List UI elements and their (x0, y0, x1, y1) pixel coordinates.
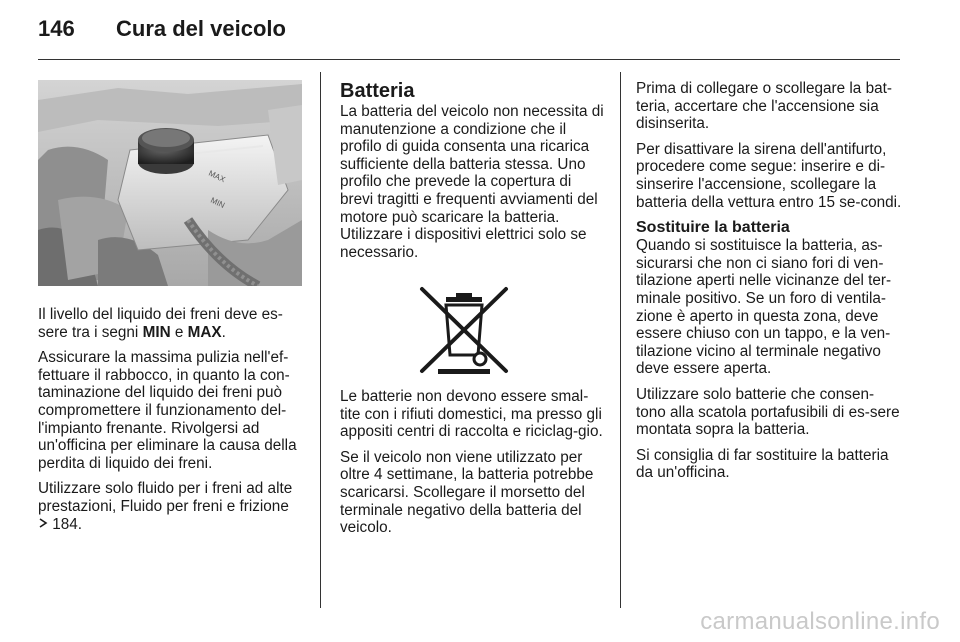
paragraph: Prima di collegare o scollegare la bat-teria, accertare che l'accensione sia disinserita. (636, 80, 892, 133)
min-mark-label: MIN (142, 323, 171, 341)
column-2-lower (340, 388, 604, 545)
column-1 (38, 306, 304, 541)
paragraph: Se il veicolo non viene utilizzato per oltre 4 settimane, la batteria potrebbe scaricarsi. Scollegare il morsetto del terminale negativo della batteria del veicolo. (340, 448, 594, 537)
subsection-heading: Sostituire la batteria (636, 219, 790, 237)
paragraph: Si consiglia di far sostituire la batteria da un'officina. (636, 446, 889, 482)
page-number: 146 (38, 16, 75, 41)
page-reference[interactable]: 184 (52, 515, 78, 533)
watermark: carmanualsonline.info (700, 608, 940, 635)
paragraph: Utilizzare solo batterie che consen-tono alla scatola portafusibili di es-sere montata sopra la batteria. (636, 385, 900, 439)
paragraph: La batteria del veicolo non necessita di manutenzione a condizione che il profilo di guida consenta una ricarica sufficiente della batteria stessa. Uno profilo che prevede la copertura di brevi tragitti e frequenti avviamenti del motore può scaricare la batteria. Utilizzare i dispositivi elettrici solo se necessario. (340, 103, 604, 261)
paragraph: Assicurare la massima pulizia nell'ef-fettuare il rabbocco, in quanto la con-taminazione del liquido dei freni può compromettere il funzionamento del-l'impianto frenante. Rivolgersi ad un'officina per eliminare la causa della perdita di liquido dei freni. (38, 349, 297, 472)
crossed-out-wheelie-bin-icon (416, 285, 512, 375)
page-header (0, 0, 960, 60)
text-run: e (170, 323, 188, 341)
svg-text:MAX: MAX (207, 168, 227, 185)
column-3 (636, 80, 902, 490)
paragraph: Per disattivare la sirena dell'antifurto, procedere come segue: inserire e di-sinserire l'accensione, scollegare la batteria della vettura entro 15 se-condi. (636, 140, 902, 211)
brake-fluid-reservoir-photo (38, 80, 302, 286)
paragraph (38, 306, 304, 341)
column-divider (320, 72, 321, 608)
header-rule (38, 59, 900, 60)
reference-arrow-icon (38, 516, 48, 533)
paragraph: Le batterie non devono essere smal-tite con i rifiuti domestici, ma presso gli appositi centri di raccolta e riciclag-gio. (340, 388, 603, 441)
text-run: Il livello del liquido dei freni deve es-sere tra i segni (38, 306, 283, 341)
paragraph (38, 480, 304, 533)
text-run: Utilizzare solo fluido per i freni ad alte prestazioni, Fluido per freni e frizione (38, 480, 293, 515)
text-run: . (77, 515, 83, 533)
svg-text:MIN: MIN (209, 195, 227, 211)
paragraph: Quando si sostituisce la batteria, as-sicurarsi che non ci siano fori di ven-tilazione aperti nelle vicinanze del ter-minale positivo. Se un foro di ventila-zione è aperto in questa zona, deve essere chiuso con un tappo, e la ven-tilazione vicino al terminale negativo deve essere aperta. (636, 237, 892, 378)
column-divider (620, 72, 621, 608)
text-run: . (221, 323, 226, 341)
max-mark-label: MAX (187, 323, 222, 341)
column-2 (340, 80, 604, 269)
section-heading: Batteria (340, 80, 415, 102)
page-title: Cura del veicolo (116, 16, 286, 41)
